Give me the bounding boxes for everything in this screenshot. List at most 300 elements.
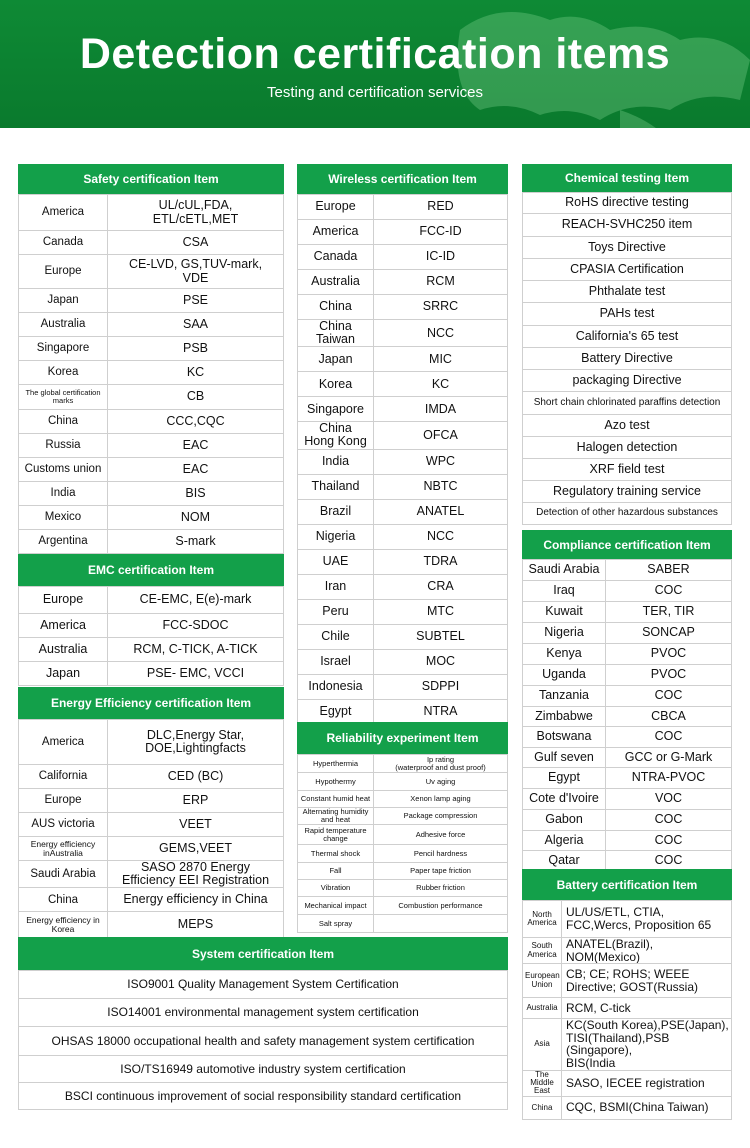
safety-value-cell: PSE [108, 289, 284, 313]
chemical-item-cell: Detection of other hazardous substances [523, 503, 732, 525]
chemical-item-cell: PAHs test [523, 303, 732, 326]
emc-row [19, 587, 284, 614]
wireless-table [297, 194, 508, 725]
wireless-label-cell: India [298, 449, 374, 474]
reliability-value-cell: Paper tape friction [374, 863, 508, 880]
safety-label-cell: Europe [19, 255, 108, 289]
energy-value-cell: GEMS,VEET [108, 837, 284, 861]
wireless-value-cell: SRRC [374, 295, 508, 320]
chemical-row [523, 237, 732, 259]
reliability-value-cell: Adhesive force [374, 825, 508, 845]
battery-value-cell: CQC, BSMI(China Taiwan) [562, 1096, 732, 1119]
energy-label-cell: AUS victoria [19, 813, 108, 837]
wireless-panel [297, 164, 508, 725]
energy-value-cell: VEET [108, 813, 284, 837]
battery-value-cell: UL/US/ETL, CTIA, FCC,Wercs, Proposition 65 [562, 901, 732, 938]
safety-label-cell: America [19, 195, 108, 231]
chemical-item-cell: XRF field test [523, 459, 732, 481]
wireless-value-cell: MIC [374, 347, 508, 372]
wireless-row [298, 674, 508, 699]
compliance-label-cell: Cote d'Ivoire [523, 789, 606, 810]
chemical-item-cell: Toys Directive [523, 237, 732, 259]
safety-row [19, 313, 284, 337]
wireless-label-cell: Peru [298, 599, 374, 624]
safety-row [19, 458, 284, 482]
compliance-value-cell: SONCAP [606, 623, 732, 644]
wireless-label-cell: Singapore [298, 397, 374, 422]
chemical-item-cell: RoHS directive testing [523, 193, 732, 214]
energy-label-cell: China [19, 888, 108, 912]
safety-row [19, 289, 284, 313]
compliance-row [523, 581, 732, 602]
battery-row [523, 1096, 732, 1119]
compliance-row [523, 623, 732, 644]
safety-label-cell: Korea [19, 361, 108, 385]
wireless-value-cell: NCC [374, 320, 508, 347]
wireless-value-cell: RED [374, 195, 508, 220]
chemical-row [523, 193, 732, 214]
compliance-value-cell: NTRA-PVOC [606, 768, 732, 789]
compliance-value-cell: COC [606, 831, 732, 851]
reliability-row [298, 808, 508, 825]
energy-value-cell: DLC,Energy Star, DOE,Lightingfacts [108, 720, 284, 765]
compliance-label-cell: Gulf seven [523, 748, 606, 768]
energy-row [19, 861, 284, 888]
emc-label-cell: Australia [19, 638, 108, 662]
energy-row [19, 912, 284, 938]
reliability-label-cell: Hyperthermia [298, 755, 374, 773]
wireless-row [298, 195, 508, 220]
wireless-label-cell: Australia [298, 270, 374, 295]
reliability-value-cell: Xenon lamp aging [374, 791, 508, 808]
battery-row [523, 998, 732, 1019]
safety-label-cell: Customs union [19, 458, 108, 482]
wireless-label-cell: Israel [298, 649, 374, 674]
compliance-label-cell: Iraq [523, 581, 606, 602]
chemical-item-cell: packaging Directive [523, 370, 732, 392]
header-banner [0, 0, 750, 128]
reliability-value-cell: Pencil hardness [374, 845, 508, 863]
safety-value-cell: BIS [108, 482, 284, 506]
chemical-item-cell: REACH-SVHC250 item [523, 214, 732, 237]
battery-title: Battery certification Item [522, 869, 732, 900]
emc-row [19, 614, 284, 638]
reliability-label-cell: Thermal shock [298, 845, 374, 863]
battery-value-cell: RCM, C-tick [562, 998, 732, 1019]
energy-table [18, 719, 284, 938]
system-row [19, 1083, 508, 1110]
reliability-label-cell: Alternating humidity and heat [298, 808, 374, 825]
energy-panel [18, 687, 284, 938]
compliance-label-cell: Botswana [523, 727, 606, 748]
wireless-row [298, 624, 508, 649]
safety-panel [18, 164, 284, 554]
wireless-label-cell: Canada [298, 245, 374, 270]
chemical-row [523, 303, 732, 326]
chemical-row [523, 259, 732, 281]
reliability-label-cell: Fall [298, 863, 374, 880]
wireless-value-cell: WPC [374, 449, 508, 474]
wireless-label-cell: China [298, 295, 374, 320]
safety-value-cell: EAC [108, 434, 284, 458]
wireless-label-cell: China Hong Kong [298, 422, 374, 449]
wireless-title: Wireless certification Item [297, 164, 508, 194]
wireless-label-cell: Europe [298, 195, 374, 220]
compliance-row [523, 810, 732, 831]
energy-label-cell: California [19, 765, 108, 789]
reliability-value-cell: Rubber friction [374, 880, 508, 897]
reliability-label-cell: Constant humid heat [298, 791, 374, 808]
energy-row [19, 789, 284, 813]
wireless-value-cell: NTRA [374, 699, 508, 724]
compliance-value-cell: PVOC [606, 644, 732, 665]
wireless-row [298, 295, 508, 320]
chemical-item-cell: Phthalate test [523, 281, 732, 303]
safety-row [19, 410, 284, 434]
safety-row [19, 337, 284, 361]
safety-label-cell: Canada [19, 231, 108, 255]
compliance-row [523, 831, 732, 851]
wireless-row [298, 474, 508, 499]
safety-row [19, 482, 284, 506]
safety-value-cell: CE-LVD, GS,TUV-mark, VDE [108, 255, 284, 289]
safety-value-cell: KC [108, 361, 284, 385]
reliability-value-cell: Package compression [374, 808, 508, 825]
wireless-label-cell: America [298, 220, 374, 245]
chemical-item-cell: Short chain chlorinated paraffins detection [523, 392, 732, 415]
energy-label-cell: Energy efficiency inAustralia [19, 837, 108, 861]
battery-value-cell: SASO, IECEE registration [562, 1070, 732, 1096]
chemical-row [523, 326, 732, 348]
chemical-item-cell: Azo test [523, 415, 732, 437]
system-row [19, 1056, 508, 1083]
chemical-row [523, 459, 732, 481]
wireless-label-cell: Iran [298, 574, 374, 599]
chemical-title: Chemical testing Item [522, 164, 732, 192]
chemical-row [523, 348, 732, 370]
system-item-cell: ISO9001 Quality Management System Certification [19, 971, 508, 999]
wireless-value-cell: NBTC [374, 474, 508, 499]
safety-label-cell: Japan [19, 289, 108, 313]
safety-label-cell: The global certification marks [19, 385, 108, 410]
wireless-label-cell: Egypt [298, 699, 374, 724]
safety-value-cell: UL/cUL,FDA, ETL/cETL,MET [108, 195, 284, 231]
compliance-label-cell: Tanzania [523, 686, 606, 707]
wireless-value-cell: TDRA [374, 549, 508, 574]
compliance-value-cell: TER, TIR [606, 602, 732, 623]
wireless-row [298, 372, 508, 397]
compliance-row [523, 686, 732, 707]
chemical-row [523, 437, 732, 459]
chemical-row [523, 415, 732, 437]
safety-value-cell: CCC,CQC [108, 410, 284, 434]
safety-label-cell: Singapore [19, 337, 108, 361]
emc-panel [18, 554, 284, 686]
wireless-row [298, 245, 508, 270]
compliance-row [523, 707, 732, 727]
safety-label-cell: Argentina [19, 530, 108, 554]
wireless-label-cell: Chile [298, 624, 374, 649]
reliability-panel [297, 722, 508, 933]
wireless-value-cell: CRA [374, 574, 508, 599]
safety-label-cell: Mexico [19, 506, 108, 530]
safety-value-cell: NOM [108, 506, 284, 530]
compliance-title: Compliance certification Item [522, 530, 732, 559]
wireless-label-cell: Nigeria [298, 524, 374, 549]
chemical-row [523, 214, 732, 237]
battery-label-cell: Australia [523, 998, 562, 1019]
safety-label-cell: Russia [19, 434, 108, 458]
safety-table [18, 194, 284, 554]
energy-value-cell: MEPS [108, 912, 284, 938]
reliability-title: Reliability experiment Item [297, 722, 508, 754]
reliability-label-cell: Hypothermy [298, 773, 374, 791]
reliability-row [298, 897, 508, 915]
battery-label-cell: Asia [523, 1019, 562, 1070]
wireless-row [298, 499, 508, 524]
energy-row [19, 888, 284, 912]
chemical-item-cell: Battery Directive [523, 348, 732, 370]
wireless-label-cell: Thailand [298, 474, 374, 499]
page-subtitle: Testing and certification services [267, 84, 483, 101]
battery-row [523, 964, 732, 998]
reliability-value-cell: Uv aging [374, 773, 508, 791]
wireless-value-cell: IMDA [374, 397, 508, 422]
wireless-value-cell: KC [374, 372, 508, 397]
wireless-value-cell: MTC [374, 599, 508, 624]
system-item-cell: ISO/TS16949 automotive industry system certification [19, 1056, 508, 1083]
wireless-value-cell: OFCA [374, 422, 508, 449]
wireless-value-cell: SDPPI [374, 674, 508, 699]
compliance-value-cell: COC [606, 686, 732, 707]
compliance-value-cell: COC [606, 581, 732, 602]
system-title: System certification Item [18, 937, 508, 970]
wireless-value-cell: FCC-ID [374, 220, 508, 245]
wireless-value-cell: ANATEL [374, 499, 508, 524]
wireless-value-cell: SUBTEL [374, 624, 508, 649]
chemical-item-cell: California's 65 test [523, 326, 732, 348]
safety-label-cell: India [19, 482, 108, 506]
reliability-row [298, 825, 508, 845]
compliance-value-cell: GCC or G-Mark [606, 748, 732, 768]
compliance-label-cell: Nigeria [523, 623, 606, 644]
energy-value-cell: SASO 2870 Energy Efficiency EEI Registration [108, 861, 284, 888]
energy-value-cell: ERP [108, 789, 284, 813]
battery-label-cell: European Union [523, 964, 562, 998]
reliability-value-cell: Ip rating (waterproof and dust proof) [374, 755, 508, 773]
wireless-value-cell: NCC [374, 524, 508, 549]
safety-row [19, 361, 284, 385]
energy-value-cell: CED (BC) [108, 765, 284, 789]
page-title: Detection certification items [79, 30, 671, 78]
wireless-row [298, 699, 508, 724]
wireless-row [298, 549, 508, 574]
energy-row [19, 813, 284, 837]
system-panel [18, 937, 508, 1110]
system-row [19, 971, 508, 999]
wireless-label-cell: UAE [298, 549, 374, 574]
chemical-item-cell: CPASIA Certification [523, 259, 732, 281]
compliance-value-cell: COC [606, 851, 732, 872]
compliance-value-cell: PVOC [606, 665, 732, 686]
compliance-value-cell: VOC [606, 789, 732, 810]
emc-label-cell: Europe [19, 587, 108, 614]
safety-row [19, 195, 284, 231]
compliance-label-cell: Egypt [523, 768, 606, 789]
chemical-row [523, 481, 732, 503]
safety-value-cell: SAA [108, 313, 284, 337]
chemical-item-cell: Regulatory training service [523, 481, 732, 503]
safety-label-cell: China [19, 410, 108, 434]
compliance-row [523, 789, 732, 810]
wireless-label-cell: Japan [298, 347, 374, 372]
emc-value-cell: CE-EMC, E(e)-mark [108, 587, 284, 614]
compliance-row [523, 560, 732, 581]
battery-table [522, 900, 732, 1120]
system-item-cell: ISO14001 environmental management system certification [19, 999, 508, 1027]
emc-value-cell: RCM, C-TICK, A-TICK [108, 638, 284, 662]
safety-value-cell: PSB [108, 337, 284, 361]
energy-label-cell: Energy efficiency in Korea [19, 912, 108, 938]
wireless-row [298, 599, 508, 624]
battery-row [523, 1019, 732, 1070]
compliance-value-cell: COC [606, 810, 732, 831]
reliability-row [298, 845, 508, 863]
reliability-value-cell [374, 915, 508, 933]
compliance-label-cell: Gabon [523, 810, 606, 831]
emc-label-cell: America [19, 614, 108, 638]
emc-row [19, 662, 284, 686]
energy-label-cell: America [19, 720, 108, 765]
compliance-value-cell: SABER [606, 560, 732, 581]
chemical-table [522, 192, 732, 525]
wireless-row [298, 649, 508, 674]
compliance-row [523, 644, 732, 665]
wireless-row [298, 524, 508, 549]
chemical-panel [522, 164, 732, 525]
energy-value-cell: Energy efficiency in China [108, 888, 284, 912]
compliance-row [523, 768, 732, 789]
system-table [18, 970, 508, 1110]
safety-value-cell: CB [108, 385, 284, 410]
reliability-label-cell: Salt spray [298, 915, 374, 933]
reliability-label-cell: Mechanical impact [298, 897, 374, 915]
safety-row [19, 255, 284, 289]
compliance-value-cell: COC [606, 727, 732, 748]
compliance-table [522, 559, 732, 872]
battery-row [523, 938, 732, 964]
compliance-row [523, 665, 732, 686]
wireless-row [298, 449, 508, 474]
compliance-label-cell: Saudi Arabia [523, 560, 606, 581]
battery-label-cell: China [523, 1096, 562, 1119]
reliability-label-cell: Vibration [298, 880, 374, 897]
compliance-label-cell: Kenya [523, 644, 606, 665]
battery-label-cell: North America [523, 901, 562, 938]
system-item-cell: BSCI continuous improvement of social responsibility standard certification [19, 1083, 508, 1110]
wireless-row [298, 347, 508, 372]
reliability-table [297, 754, 508, 933]
wireless-row [298, 422, 508, 449]
emc-title: EMC certification Item [18, 554, 284, 586]
wireless-value-cell: IC-ID [374, 245, 508, 270]
battery-panel [522, 869, 732, 1120]
battery-label-cell: South America [523, 938, 562, 964]
battery-row [523, 1070, 732, 1096]
reliability-row [298, 880, 508, 897]
chemical-row [523, 503, 732, 525]
emc-row [19, 638, 284, 662]
wireless-row [298, 320, 508, 347]
battery-row [523, 901, 732, 938]
chemical-row [523, 370, 732, 392]
safety-row [19, 530, 284, 554]
reliability-label-cell: Rapid temperature change [298, 825, 374, 845]
reliability-row [298, 791, 508, 808]
compliance-panel [522, 530, 732, 872]
battery-label-cell: The Middle East [523, 1070, 562, 1096]
energy-row [19, 720, 284, 765]
safety-value-cell: S-mark [108, 530, 284, 554]
safety-row [19, 434, 284, 458]
system-row [19, 1027, 508, 1056]
safety-row [19, 385, 284, 410]
chemical-row [523, 392, 732, 415]
compliance-value-cell: CBCA [606, 707, 732, 727]
reliability-value-cell: Combustion performance [374, 897, 508, 915]
chemical-item-cell: Halogen detection [523, 437, 732, 459]
wireless-value-cell: RCM [374, 270, 508, 295]
reliability-row [298, 915, 508, 933]
wireless-label-cell: Brazil [298, 499, 374, 524]
wireless-label-cell: Korea [298, 372, 374, 397]
safety-title: Safety certification Item [18, 164, 284, 194]
chemical-row [523, 281, 732, 303]
compliance-label-cell: Algeria [523, 831, 606, 851]
energy-label-cell: Saudi Arabia [19, 861, 108, 888]
compliance-row [523, 727, 732, 748]
safety-row [19, 506, 284, 530]
system-row [19, 999, 508, 1027]
wireless-label-cell: Indonesia [298, 674, 374, 699]
compliance-label-cell: Zimbabwe [523, 707, 606, 727]
reliability-row [298, 755, 508, 773]
compliance-label-cell: Qatar [523, 851, 606, 872]
wireless-label-cell: China Taiwan [298, 320, 374, 347]
compliance-label-cell: Uganda [523, 665, 606, 686]
battery-value-cell: CB; CE; ROHS; WEEE Directive; GOST(Russia) [562, 964, 732, 998]
reliability-row [298, 863, 508, 880]
system-item-cell: OHSAS 18000 occupational health and safety management system certification [19, 1027, 508, 1056]
wireless-row [298, 397, 508, 422]
safety-value-cell: EAC [108, 458, 284, 482]
emc-table [18, 586, 284, 686]
safety-value-cell: CSA [108, 231, 284, 255]
wireless-row [298, 270, 508, 295]
battery-value-cell: KC(South Korea),PSE(Japan), TISI(Thailand),PSB (Singapore), BIS(India [562, 1019, 732, 1070]
compliance-label-cell: Kuwait [523, 602, 606, 623]
compliance-row [523, 602, 732, 623]
energy-row [19, 837, 284, 861]
wireless-row [298, 574, 508, 599]
energy-title: Energy Efficiency certification Item [18, 687, 284, 719]
safety-row [19, 231, 284, 255]
emc-label-cell: Japan [19, 662, 108, 686]
energy-row [19, 765, 284, 789]
wireless-value-cell: MOC [374, 649, 508, 674]
compliance-row [523, 748, 732, 768]
battery-value-cell: ANATEL(Brazil), NOM(Mexico) [562, 938, 732, 964]
